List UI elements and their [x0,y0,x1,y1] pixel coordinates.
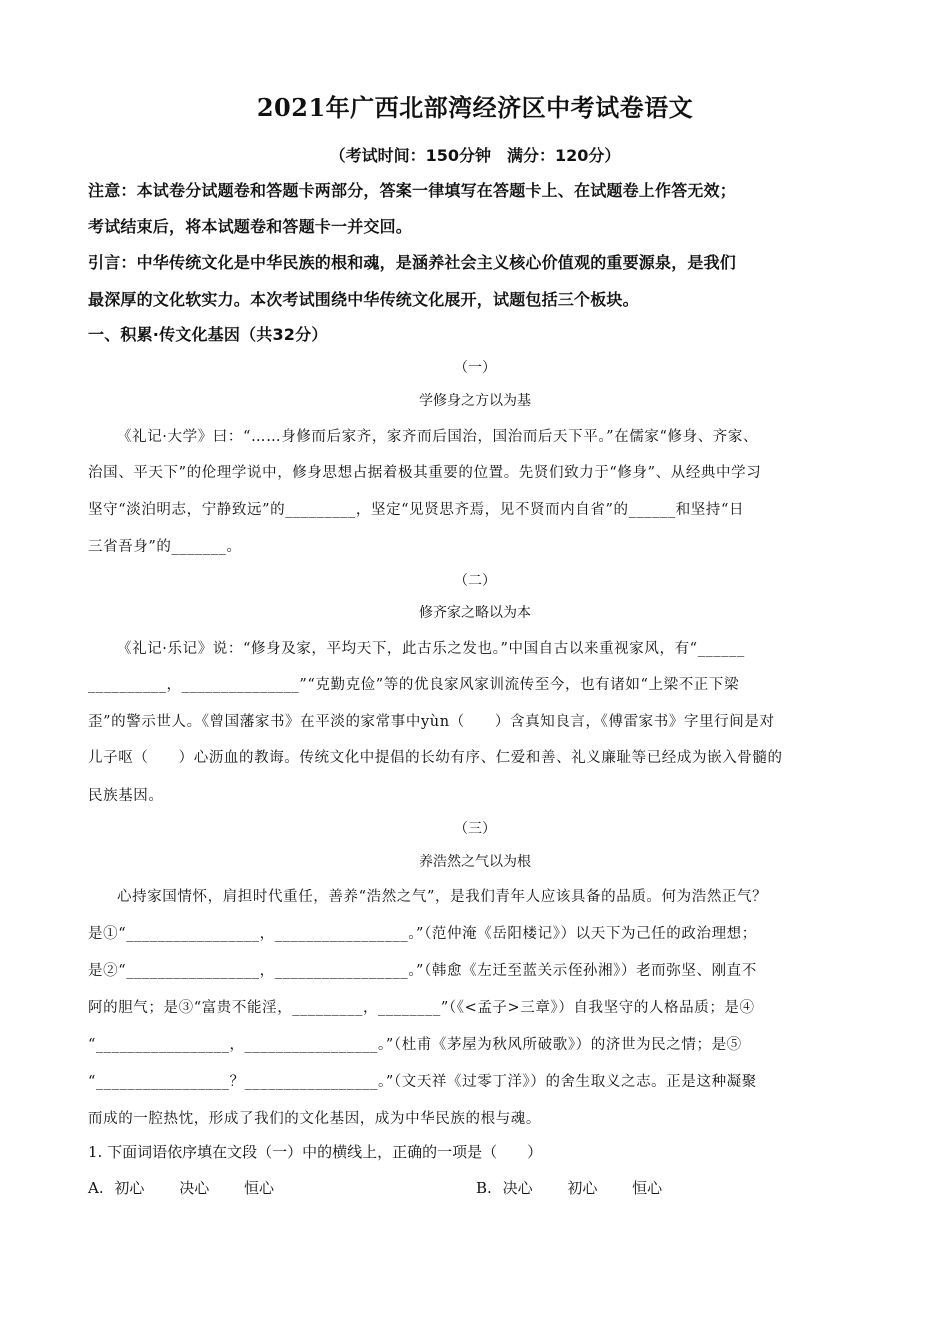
option-letter: B. [476,1179,492,1197]
part1-number: （一） [454,360,496,376]
question-1-option-a[interactable] [88,1177,274,1198]
option-word: 决心 [502,1179,533,1197]
part2-line: 《礼记·乐记》说：“修身及家，平均天下，此古乐之发也。”中国自古以来重视家风，有“______ [117,641,745,657]
part3-line: 是②“_________________，_________________。”（韩愈《左迁至蓝关示侄孙湘》）老而弥坚、刚直不 [88,963,757,979]
notice-line-1: 注意：本试卷分试题卷和答题卡两部分，答案一律填写在答题卡上、在试题卷上作答无效； [88,181,737,200]
part3-number: （三） [454,821,496,837]
section1-heading: 一、积累·传文化基因（共32分） [88,325,328,344]
part2-line: 儿子呕（ ）心沥血的教诲。传统文化中提倡的长幼有序、仁爱和善、礼义廉耻等已经成为嵌入骨髓的 [88,750,783,766]
part3-line: 阿的胆气；是③“富贵不能淫，_________，________”（《<孟子>三章》）自我坚守的人格品质；是④ [88,1000,755,1016]
option-word: 决心 [179,1179,210,1197]
part3-line: 心持家国情怀，肩担时代重任，善养“浩然之气”，是我们青年人应该具备的品质。何为浩然正气？ [117,889,768,905]
part1-line: 治国、平天下”的伦理学说中，修身思想占据着极其重要的位置。先贤们致力于“修身”、从经典中学习 [88,465,762,481]
part3-title: 养浩然之气以为根 [419,854,531,870]
question-1-option-b[interactable] [476,1177,662,1198]
part2-title: 修齐家之略以为本 [419,605,531,621]
intro-line-1: 引言：中华传统文化是中华民族的根和魂，是涵养社会主义核心价值观的重要源泉，是我们 [88,253,737,272]
intro-line-2: 最深厚的文化软实力。本次考试围绕中华传统文化展开，试题包括三个板块。 [88,290,639,309]
option-word: 初心 [114,1179,145,1197]
part3-line: 是①“_________________，_________________。”（范仲淹《岳阳楼记》）以天下为己任的政治理想； [88,926,757,942]
notice-line-2: 考试结束后，将本试题卷和答题卡一并交回。 [88,217,413,236]
question-1-stem: 1. 下面词语依序填在文段（一）中的横线上，正确的一项是（ ） [88,1143,543,1161]
exam-time-and-score: （考试时间：150分钟 满分：120分） [329,146,621,165]
option-word: 恒心 [632,1179,663,1197]
part3-line: “_________________，_________________。”（杜甫《茅屋为秋风所破歌》）的济世为民之情；是⑤ [88,1037,742,1053]
option-word: 恒心 [243,1179,274,1197]
part1-line: 三省吾身”的_______。 [88,539,242,555]
part2-line: 民族基因。 [88,788,164,804]
part2-line: 歪”的警示世人。《曾国藩家书》在平淡的家常事中yùn（ ）含真知良言，《傅雷家书》字里行间是对 [88,714,775,730]
part1-title: 学修身之方以为基 [419,393,531,409]
option-letter: A. [88,1179,104,1197]
part3-line: “_________________？_________________。”（文天祥《过零丁洋》）的舍生取义之志。正是这种凝聚 [88,1074,757,1090]
part1-line: 《礼记·大学》曰：“……身修而后家齐，家齐而后国治，国治而后天下平。”在儒家“修身、齐家、 [117,429,759,445]
part2-line: __________，_______________”“克勤克俭”等的优良家风家训流传至今，也有诸如“上梁不正下梁 [88,677,740,693]
part3-line: 而成的一腔热忱，形成了我们的文化基因，成为中华民族的根与魂。 [88,1111,541,1127]
option-word: 初心 [567,1179,598,1197]
part2-number: （二） [454,573,496,589]
exam-title: 2021年广西北部湾经济区中考试卷语文 [256,93,694,122]
part1-line: 坚守“淡泊明志，宁静致远”的_________，坚定“见贤思齐焉，见不贤而内自省”的______和坚持“日 [88,502,745,518]
